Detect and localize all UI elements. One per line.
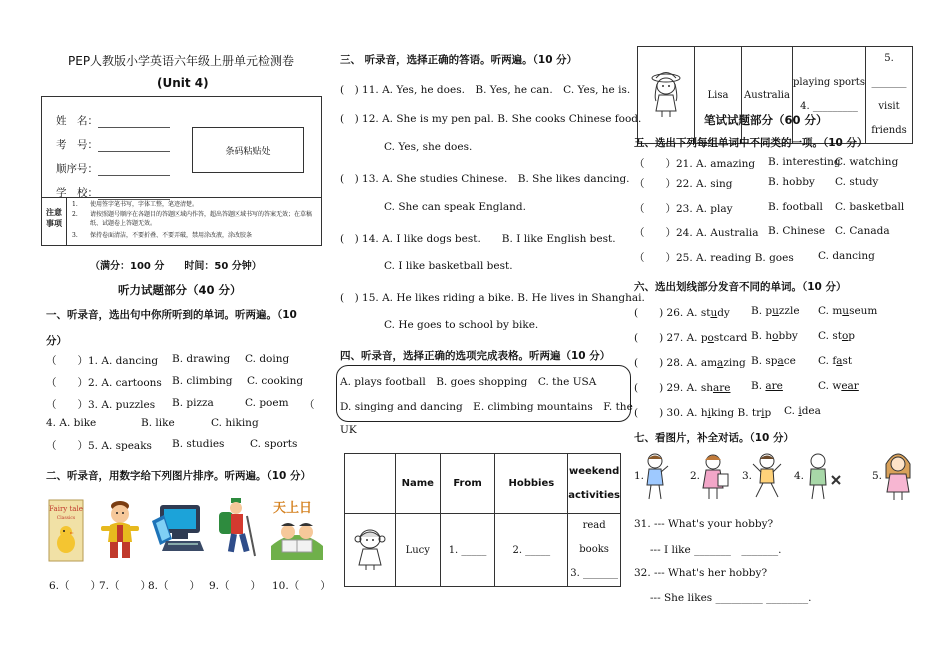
s2-answer-8[interactable]: 8.（ ）: [148, 580, 201, 592]
s3-q11: ( ) 11. A. Yes, he does. B. Yes, he can. C. Yes, he is.: [340, 84, 631, 96]
s7-picture-2: [698, 452, 732, 502]
writing-title: 笔试试题部分（60 分）: [704, 113, 828, 127]
notice-2: 请按照题号顺序在各题目的答题区域内作答，超出答题区域书写的答案无效；在草稿纸、试题卷上答题无效。: [90, 211, 313, 227]
exam-no-blank[interactable]: [98, 142, 170, 152]
s5-q25: （ ）25. A. reading B. goes: [634, 252, 794, 264]
book-sub-text: Classics: [56, 516, 76, 521]
s4-header-blank: [345, 454, 396, 514]
page-title: PEP人教版小学英语六年级上册单元检测卷: [68, 54, 295, 68]
s4-table: [344, 453, 621, 587]
s1-row-4: 4. A. bike: [46, 417, 97, 429]
s1-row-1: （ ）1. A. dancing: [46, 355, 159, 367]
s7-picture-5: [880, 448, 916, 502]
notice-label: 注意事项: [46, 208, 62, 228]
s3-q15: ( ) 15. A. He likes riding a bike. B. He lives in Shanghai.: [340, 292, 645, 304]
s7-a32[interactable]: --- She likes _________ ________.: [650, 592, 812, 604]
s7-q31: 31. --- What's your hobby?: [634, 518, 774, 530]
section3-title: 三、 听录音，选择正确的答语。听两遍。（10 分）: [340, 54, 578, 66]
field-name: 姓 名：: [56, 113, 170, 128]
s5-q23: （ ）23. A. play: [634, 203, 733, 215]
blank-1[interactable]: 1. _____: [440, 514, 495, 587]
blank-2[interactable]: 2. _____: [495, 514, 568, 587]
lucy-name: Lucy: [395, 514, 440, 587]
s7-picture-1: [640, 452, 670, 502]
notice-3: 保持卷面清洁，不要折叠、不要弄破，禁用涂改液，涂改胶条: [90, 232, 253, 239]
s3-q13-c: C. She can speak England.: [384, 201, 526, 213]
s3-q13: ( ) 13. A. She studies Chinese. B. She likes dancing.: [340, 173, 630, 185]
lucy-figure: [345, 514, 396, 587]
field-school: 学 校：: [56, 185, 170, 200]
section7-title: 七、看图片，补全对话。（10 分）: [634, 432, 795, 444]
s4-header-name: Name: [395, 454, 440, 514]
section2-title: 二、听录音，用数字给下列图片排序。听两遍。（10 分）: [46, 470, 312, 482]
section6-title: 六、选出划线部分发音不同的单词。（10 分）: [634, 281, 847, 293]
computer-image: [150, 499, 205, 561]
fairy-tale-book-image: [48, 499, 84, 562]
s3-q15-c: C. He goes to school by bike.: [384, 319, 539, 331]
field-order-no: 顺序号：: [56, 161, 170, 176]
s7-picture-4: [802, 452, 844, 502]
lisa-figure: [638, 47, 695, 144]
s4-options-2: D. singing and dancing E. climbing mountains F. the: [340, 401, 633, 413]
s6-q29: ( ) 29. A. share: [634, 382, 731, 394]
reading-kids-image: [268, 496, 326, 564]
score-line: （满分：100 分 时间：50 分钟）: [90, 261, 262, 272]
s4-options-3: UK: [340, 424, 357, 436]
s3-q14-c: C. I like basketball best.: [384, 260, 513, 272]
s7-picture-3: [750, 452, 784, 502]
lucy-weekend: read books 3. _______: [568, 514, 621, 587]
field-exam-no: 考 号：: [56, 137, 170, 152]
section5-title: 五、选出下列每组单词中不同类的一项。（10 分）: [634, 137, 868, 149]
sign-text: 天上日: [273, 501, 313, 516]
s3-q14: ( ) 14. A. I like dogs best. B. I like English best.: [340, 233, 616, 245]
s1-row-5: （ ）5. A. speaks: [46, 440, 152, 452]
book-title-text: Fairy tale: [49, 505, 83, 513]
s6-q27: ( ) 27. A. postcard: [634, 332, 748, 344]
s4-header-weekend: weekend activities: [568, 454, 621, 514]
order-no-blank[interactable]: [98, 166, 170, 176]
s1-row-2: （ ）2. A. cartoons: [46, 377, 162, 389]
s6-q30: ( ) 30. A. hiking B. trip: [634, 407, 772, 419]
barcode-area: 条码粘贴处: [192, 127, 304, 173]
lisa-hobbies: playing sports 4. _________: [793, 47, 866, 144]
s4-header-hobbies: Hobbies: [495, 454, 568, 514]
s6-q26: ( ) 26. A. study: [634, 307, 730, 319]
s3-q12: ( ) 12. A. She is my pen pal. B. She cooks Chinese food.: [340, 113, 642, 125]
lisa-table: [637, 46, 913, 144]
notice-1: 使用签字笔书写，字体工整，笔迹清楚。: [90, 201, 199, 208]
s6-q28: ( ) 28. A. amazing: [634, 357, 746, 369]
kungfu-boy-image: [97, 498, 143, 562]
lisa-weekend: 5. _______ visit friends: [866, 47, 913, 144]
s5-q22: （ ）22. A. sing: [634, 178, 733, 190]
s2-answer-7[interactable]: 7.（ ）: [99, 580, 152, 592]
info-box: 姓 名： 考 号： 顺序号： 学 校： 条码粘贴处 注意事项 1. 使用签字笔书写，字体工整，笔迹清楚。 2. 请按照题号顺序在各题目的答题区域内作答，超出答题区域书写的答案无效；在草稿纸、试题卷上答题无效。 3. 保持卷面清洁，不要折叠、不要弄破，禁用涂改液，涂改胶条: [41, 96, 322, 246]
s4-header-from: From: [440, 454, 495, 514]
s2-answer-10[interactable]: 10.（ ）: [272, 580, 331, 592]
s1-row-3: （ ）3. A. puzzles: [46, 399, 156, 411]
section4-title: 四、听录音，选择正确的选项完成表格。听两遍（10 分）: [340, 350, 611, 362]
s7-q32: 32. --- What's her hobby?: [634, 567, 768, 579]
s3-q12-c: C. Yes, she does.: [384, 141, 473, 153]
unit-label: (Unit 4): [157, 76, 209, 90]
s2-answer-6[interactable]: 6.（ ）: [49, 580, 102, 592]
blank-4[interactable]: 4. _________: [800, 101, 858, 112]
lisa-from: Australia: [742, 47, 793, 144]
blank-3[interactable]: 3. _______: [570, 568, 618, 579]
s5-q21: （ ）21. A. amazing: [634, 158, 756, 170]
name-blank[interactable]: [98, 118, 170, 128]
listening-title: 听力试题部分（40 分）: [118, 283, 242, 297]
s4-options-1: A. plays football B. goes shopping C. the USA: [340, 376, 597, 388]
school-blank[interactable]: [98, 190, 170, 200]
s7-a31[interactable]: --- I like _______ _______.: [650, 544, 782, 556]
section1-title: 一、听录音，选出句中你所听到的单词。听两遍。（10: [46, 309, 297, 321]
s5-q24: （ ）24. A. Australia: [634, 227, 759, 239]
hiker-image: [211, 496, 259, 562]
lisa-name: Lisa: [695, 47, 742, 144]
s2-answer-9[interactable]: 9.（ ）: [209, 580, 262, 592]
blank-5[interactable]: 5. _______: [871, 53, 907, 88]
